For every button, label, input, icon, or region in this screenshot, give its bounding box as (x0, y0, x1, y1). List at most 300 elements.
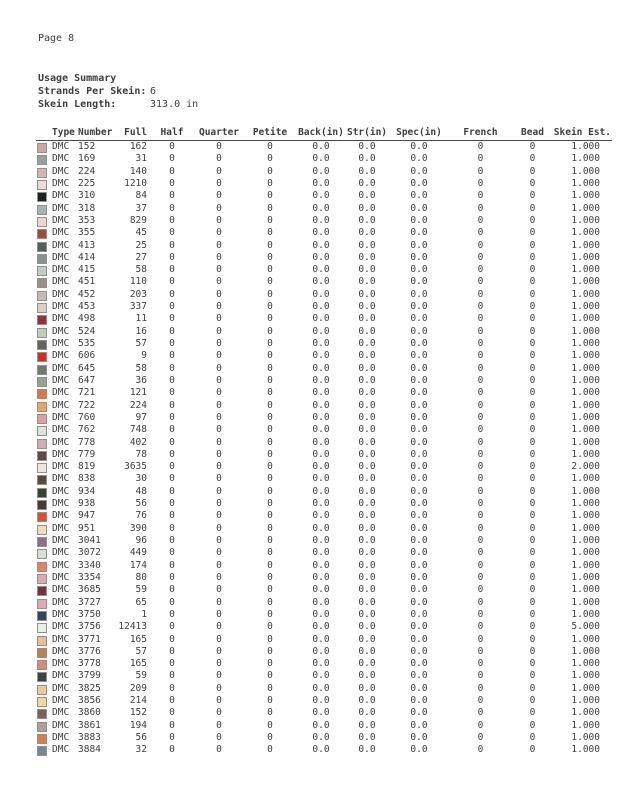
swatch-cell (36, 707, 52, 719)
cell-back: 0.0 (312, 239, 330, 251)
cell-number: 152 (78, 141, 96, 152)
cell-half: 0 (169, 744, 175, 756)
swatch-cell (36, 646, 52, 658)
cell-back: 0.0 (312, 535, 330, 546)
cell-french: 0 (477, 374, 484, 386)
table-row (36, 190, 612, 202)
swatch-cell (36, 412, 52, 424)
cell-petite: 0 (267, 387, 273, 399)
cell-bead: 0 (529, 362, 536, 374)
color-swatch (37, 537, 47, 547)
cell-half: 0 (169, 621, 175, 633)
cell-full: 214 (129, 695, 147, 707)
cell-bead: 0 (529, 251, 536, 263)
cell-petite: 0 (267, 498, 273, 510)
cell-french: 0 (477, 362, 484, 374)
cell-number: 3771 (78, 633, 101, 645)
table-row (36, 166, 612, 178)
swatch-cell (36, 387, 52, 399)
cell-number: 3860 (78, 707, 101, 719)
cell-petite: 0 (267, 522, 273, 534)
cell-number: 951 (78, 522, 96, 534)
color-swatch (37, 525, 47, 535)
cell-spec: 0.0 (410, 633, 428, 645)
cell-back: 0.0 (312, 510, 330, 522)
cell-spec: 0.0 (410, 288, 428, 300)
cell-quarter: 0 (216, 374, 222, 386)
cell-spec: 0.0 (410, 239, 428, 251)
swatch-cell (36, 597, 52, 609)
cell-quarter: 0 (216, 596, 222, 608)
cell-back: 0.0 (312, 399, 330, 411)
cell-back: 0.0 (312, 141, 330, 152)
cell-number: 3861 (78, 719, 101, 731)
swatch-cell (36, 313, 52, 325)
cell-french: 0 (477, 165, 484, 177)
cell-spec: 0.0 (410, 387, 428, 399)
cell-spec: 0.0 (410, 596, 428, 608)
cell-full: 57 (135, 338, 147, 349)
cell-quarter: 0 (216, 695, 222, 707)
cell-quarter: 0 (216, 227, 222, 239)
cell-full: 97 (135, 411, 147, 423)
cell-number: 778 (78, 436, 96, 448)
cell-bead: 0 (529, 510, 536, 522)
cell-half: 0 (169, 239, 175, 251)
cell-quarter: 0 (216, 498, 222, 510)
cell-petite: 0 (267, 288, 273, 300)
cell-spec: 0.0 (410, 177, 428, 189)
cell-petite: 0 (267, 510, 273, 522)
cell-str: 0.0 (358, 288, 376, 300)
cell-full: 80 (135, 571, 147, 583)
cell-quarter: 0 (216, 645, 222, 657)
cell-number: 3778 (78, 658, 101, 670)
cell-petite: 0 (267, 719, 273, 731)
cell-number: 3884 (78, 744, 101, 756)
strands-per-skein-value: 6 (150, 86, 157, 97)
cell-french: 0 (477, 227, 484, 239)
cell-half: 0 (169, 338, 175, 349)
cell-spec: 0.0 (410, 461, 428, 473)
page-number: Page 8 (38, 33, 75, 44)
cell-str: 0.0 (358, 436, 376, 448)
cell-spec: 0.0 (410, 325, 428, 337)
swatch-cell (36, 732, 52, 744)
cell-type: DMC (52, 153, 70, 165)
swatch-cell (36, 190, 52, 202)
cell-quarter: 0 (216, 424, 222, 436)
cell-half: 0 (169, 448, 175, 460)
cell-number: 819 (78, 461, 96, 473)
cell-petite: 0 (267, 547, 273, 559)
swatch-cell (36, 720, 52, 732)
cell-quarter: 0 (216, 584, 222, 596)
cell-full: 12413 (118, 621, 147, 633)
cell-bead: 0 (529, 584, 536, 596)
color-swatch (37, 512, 47, 522)
table-row (36, 597, 612, 609)
swatch-cell (36, 572, 52, 584)
cell-bead: 0 (529, 658, 536, 670)
cell-skein: 1.000 (571, 695, 600, 707)
cell-half: 0 (169, 387, 175, 399)
cell-spec: 0.0 (410, 448, 428, 460)
cell-back: 0.0 (312, 424, 330, 436)
cell-spec: 0.0 (410, 658, 428, 670)
cell-type: DMC (52, 190, 70, 202)
cell-str: 0.0 (358, 227, 376, 239)
color-swatch (37, 586, 47, 596)
cell-petite: 0 (267, 424, 273, 436)
cell-french: 0 (477, 645, 484, 657)
cell-number: 606 (78, 350, 96, 362)
cell-type: DMC (52, 276, 70, 288)
cell-half: 0 (169, 719, 175, 731)
table-row (36, 252, 612, 264)
cell-quarter: 0 (216, 744, 222, 756)
swatch-cell (36, 301, 52, 313)
cell-petite: 0 (267, 473, 273, 485)
cell-petite: 0 (267, 374, 273, 386)
cell-type: DMC (52, 658, 70, 670)
cell-french: 0 (477, 707, 484, 719)
cell-bead: 0 (529, 682, 536, 694)
cell-bead: 0 (529, 707, 536, 719)
cell-type: DMC (52, 251, 70, 263)
cell-petite: 0 (267, 313, 273, 325)
cell-full: 36 (135, 374, 147, 386)
cell-str: 0.0 (358, 141, 376, 152)
cell-half: 0 (169, 374, 175, 386)
cell-type: DMC (52, 522, 70, 534)
cell-french: 0 (477, 288, 484, 300)
cell-half: 0 (169, 510, 175, 522)
cell-quarter: 0 (216, 214, 222, 226)
cell-number: 498 (78, 313, 96, 325)
table-row (36, 227, 612, 239)
cell-back: 0.0 (312, 436, 330, 448)
cell-skein: 1.000 (571, 350, 600, 362)
table-row (36, 683, 612, 695)
cell-spec: 0.0 (410, 547, 428, 559)
table-row (36, 510, 612, 522)
table-row (36, 646, 612, 658)
cell-skein: 5.000 (571, 621, 600, 633)
color-swatch (37, 463, 47, 473)
cell-full: 748 (129, 424, 147, 436)
cell-full: 96 (135, 535, 147, 546)
cell-back: 0.0 (312, 584, 330, 596)
cell-back: 0.0 (312, 547, 330, 559)
cell-french: 0 (477, 202, 484, 214)
cell-back: 0.0 (312, 374, 330, 386)
cell-bead: 0 (529, 190, 536, 202)
cell-type: DMC (52, 682, 70, 694)
cell-petite: 0 (267, 436, 273, 448)
cell-spec: 0.0 (410, 584, 428, 596)
cell-skein: 1.000 (571, 473, 600, 485)
cell-skein: 1.000 (571, 177, 600, 189)
cell-petite: 0 (267, 645, 273, 657)
cell-back: 0.0 (312, 362, 330, 374)
cell-str: 0.0 (358, 719, 376, 731)
cell-half: 0 (169, 608, 175, 620)
cell-quarter: 0 (216, 141, 222, 152)
cell-french: 0 (477, 571, 484, 583)
cell-quarter: 0 (216, 362, 222, 374)
cell-half: 0 (169, 485, 175, 497)
cell-back: 0.0 (312, 411, 330, 423)
cell-quarter: 0 (216, 153, 222, 165)
cell-half: 0 (169, 633, 175, 645)
table-row (36, 178, 612, 190)
cell-number: 310 (78, 190, 96, 202)
cell-half: 0 (169, 682, 175, 694)
cell-full: 829 (129, 214, 147, 226)
cell-petite: 0 (267, 571, 273, 583)
swatch-cell (36, 227, 52, 239)
cell-french: 0 (477, 190, 484, 202)
cell-half: 0 (169, 153, 175, 165)
swatch-cell (36, 523, 52, 535)
cell-number: 355 (78, 227, 96, 239)
cell-skein: 1.000 (571, 436, 600, 448)
cell-full: 9 (141, 350, 147, 362)
swatch-cell (36, 400, 52, 412)
cell-bead: 0 (529, 239, 536, 251)
table-row (36, 732, 612, 744)
cell-number: 3756 (78, 621, 101, 633)
color-swatch (37, 611, 47, 621)
cell-bead: 0 (529, 374, 536, 386)
cell-str: 0.0 (358, 682, 376, 694)
cell-spec: 0.0 (410, 251, 428, 263)
cell-french: 0 (477, 510, 484, 522)
cell-french: 0 (477, 387, 484, 399)
table-row (36, 535, 612, 547)
cell-french: 0 (477, 498, 484, 510)
cell-full: 209 (129, 682, 147, 694)
cell-skein: 1.000 (571, 362, 600, 374)
cell-back: 0.0 (312, 682, 330, 694)
cell-str: 0.0 (358, 251, 376, 263)
cell-quarter: 0 (216, 338, 222, 349)
swatch-column-header (36, 121, 52, 141)
swatch-cell (36, 658, 52, 670)
cell-skein: 1.000 (571, 288, 600, 300)
cell-back: 0.0 (312, 670, 330, 682)
cell-type: DMC (52, 338, 70, 349)
cell-bead: 0 (529, 387, 536, 399)
cell-petite: 0 (267, 485, 273, 497)
cell-petite: 0 (267, 596, 273, 608)
cell-half: 0 (169, 301, 175, 313)
cell-full: 37 (135, 202, 147, 214)
cell-str: 0.0 (358, 313, 376, 325)
cell-str: 0.0 (358, 177, 376, 189)
swatch-cell (36, 461, 52, 473)
cell-full: 78 (135, 448, 147, 460)
cell-bead: 0 (529, 571, 536, 583)
cell-french: 0 (477, 338, 484, 349)
cell-skein: 1.000 (571, 411, 600, 423)
cell-skein: 1.000 (571, 387, 600, 399)
cell-quarter: 0 (216, 301, 222, 313)
swatch-cell (36, 584, 52, 596)
cell-bead: 0 (529, 202, 536, 214)
cell-petite: 0 (267, 744, 273, 756)
table-row (36, 572, 612, 584)
color-swatch (37, 192, 47, 202)
table-row (36, 375, 612, 387)
cell-half: 0 (169, 288, 175, 300)
color-swatch (37, 672, 47, 682)
swatch-cell (36, 141, 52, 154)
cell-full: 31 (135, 153, 147, 165)
cell-skein: 1.000 (571, 670, 600, 682)
cell-spec: 0.0 (410, 510, 428, 522)
cell-type: DMC (52, 473, 70, 485)
swatch-cell (36, 535, 52, 547)
cell-str: 0.0 (358, 732, 376, 743)
skein-length-label: Skein Length: (38, 99, 117, 110)
cell-number: 3685 (78, 584, 101, 596)
cell-skein: 1.000 (571, 313, 600, 325)
cell-bead: 0 (529, 485, 536, 497)
cell-bead: 0 (529, 264, 536, 276)
cell-type: DMC (52, 596, 70, 608)
cell-quarter: 0 (216, 621, 222, 633)
cell-petite: 0 (267, 301, 273, 313)
color-swatch (37, 352, 47, 362)
cell-type: DMC (52, 461, 70, 473)
cell-half: 0 (169, 670, 175, 682)
cell-type: DMC (52, 448, 70, 460)
column-header-str-in: Str(in) (344, 121, 390, 141)
color-swatch (37, 734, 47, 744)
cell-quarter: 0 (216, 239, 222, 251)
cell-str: 0.0 (358, 510, 376, 522)
cell-bead: 0 (529, 288, 536, 300)
cell-spec: 0.0 (410, 424, 428, 436)
cell-back: 0.0 (312, 621, 330, 633)
cell-type: DMC (52, 608, 70, 620)
cell-quarter: 0 (216, 313, 222, 325)
cell-number: 414 (78, 251, 96, 263)
cell-petite: 0 (267, 448, 273, 460)
cell-str: 0.0 (358, 239, 376, 251)
cell-petite: 0 (267, 633, 273, 645)
skein-length-value: 313.0 in (150, 99, 199, 110)
cell-type: DMC (52, 288, 70, 300)
cell-skein: 1.000 (571, 658, 600, 670)
cell-skein: 1.000 (571, 424, 600, 436)
swatch-cell (36, 449, 52, 461)
color-swatch (37, 315, 47, 325)
column-header-type: Type (52, 121, 78, 141)
cell-quarter: 0 (216, 608, 222, 620)
cell-french: 0 (477, 522, 484, 534)
cell-full: 48 (135, 485, 147, 497)
cell-back: 0.0 (312, 251, 330, 263)
cell-petite: 0 (267, 153, 273, 165)
cell-type: DMC (52, 301, 70, 313)
cell-type: DMC (52, 719, 70, 731)
cell-back: 0.0 (312, 338, 330, 349)
cell-back: 0.0 (312, 596, 330, 608)
swatch-cell (36, 363, 52, 375)
cell-petite: 0 (267, 177, 273, 189)
cell-str: 0.0 (358, 744, 376, 756)
cell-spec: 0.0 (410, 645, 428, 657)
column-header-spec-in: Spec(in) (390, 121, 448, 141)
swatch-cell (36, 424, 52, 436)
cell-type: DMC (52, 313, 70, 325)
cell-spec: 0.0 (410, 374, 428, 386)
cell-full: 174 (129, 559, 147, 571)
cell-petite: 0 (267, 251, 273, 263)
cell-french: 0 (477, 461, 484, 473)
cell-bead: 0 (529, 276, 536, 288)
cell-type: DMC (52, 559, 70, 571)
color-swatch (37, 365, 47, 375)
cell-spec: 0.0 (410, 227, 428, 239)
cell-skein: 1.000 (571, 571, 600, 583)
cell-back: 0.0 (312, 264, 330, 276)
cell-full: 1210 (124, 177, 147, 189)
table-row (36, 301, 612, 313)
cell-half: 0 (169, 424, 175, 436)
cell-bead: 0 (529, 645, 536, 657)
cell-full: 165 (129, 633, 147, 645)
usage-table-header-row (36, 121, 612, 141)
cell-bead: 0 (529, 744, 536, 756)
cell-skein: 1.000 (571, 239, 600, 251)
cell-skein: 1.000 (571, 190, 600, 202)
table-row (36, 584, 612, 596)
cell-type: DMC (52, 387, 70, 399)
swatch-cell (36, 486, 52, 498)
cell-quarter: 0 (216, 719, 222, 731)
cell-spec: 0.0 (410, 350, 428, 362)
cell-type: DMC (52, 547, 70, 559)
cell-str: 0.0 (358, 645, 376, 657)
cell-spec: 0.0 (410, 153, 428, 165)
cell-str: 0.0 (358, 621, 376, 633)
cell-petite: 0 (267, 707, 273, 719)
cell-petite: 0 (267, 214, 273, 226)
swatch-cell (36, 634, 52, 646)
cell-bead: 0 (529, 399, 536, 411)
color-swatch (37, 205, 47, 215)
swatch-cell (36, 744, 52, 756)
cell-full: 32 (135, 744, 147, 756)
cell-full: 45 (135, 227, 147, 239)
cell-quarter: 0 (216, 571, 222, 583)
cell-french: 0 (477, 424, 484, 436)
cell-quarter: 0 (216, 522, 222, 534)
cell-skein: 1.000 (571, 719, 600, 731)
cell-spec: 0.0 (410, 485, 428, 497)
cell-spec: 0.0 (410, 559, 428, 571)
cell-spec: 0.0 (410, 744, 428, 756)
cell-french: 0 (477, 682, 484, 694)
cell-bead: 0 (529, 214, 536, 226)
color-swatch (37, 426, 47, 436)
cell-quarter: 0 (216, 387, 222, 399)
cell-spec: 0.0 (410, 436, 428, 448)
